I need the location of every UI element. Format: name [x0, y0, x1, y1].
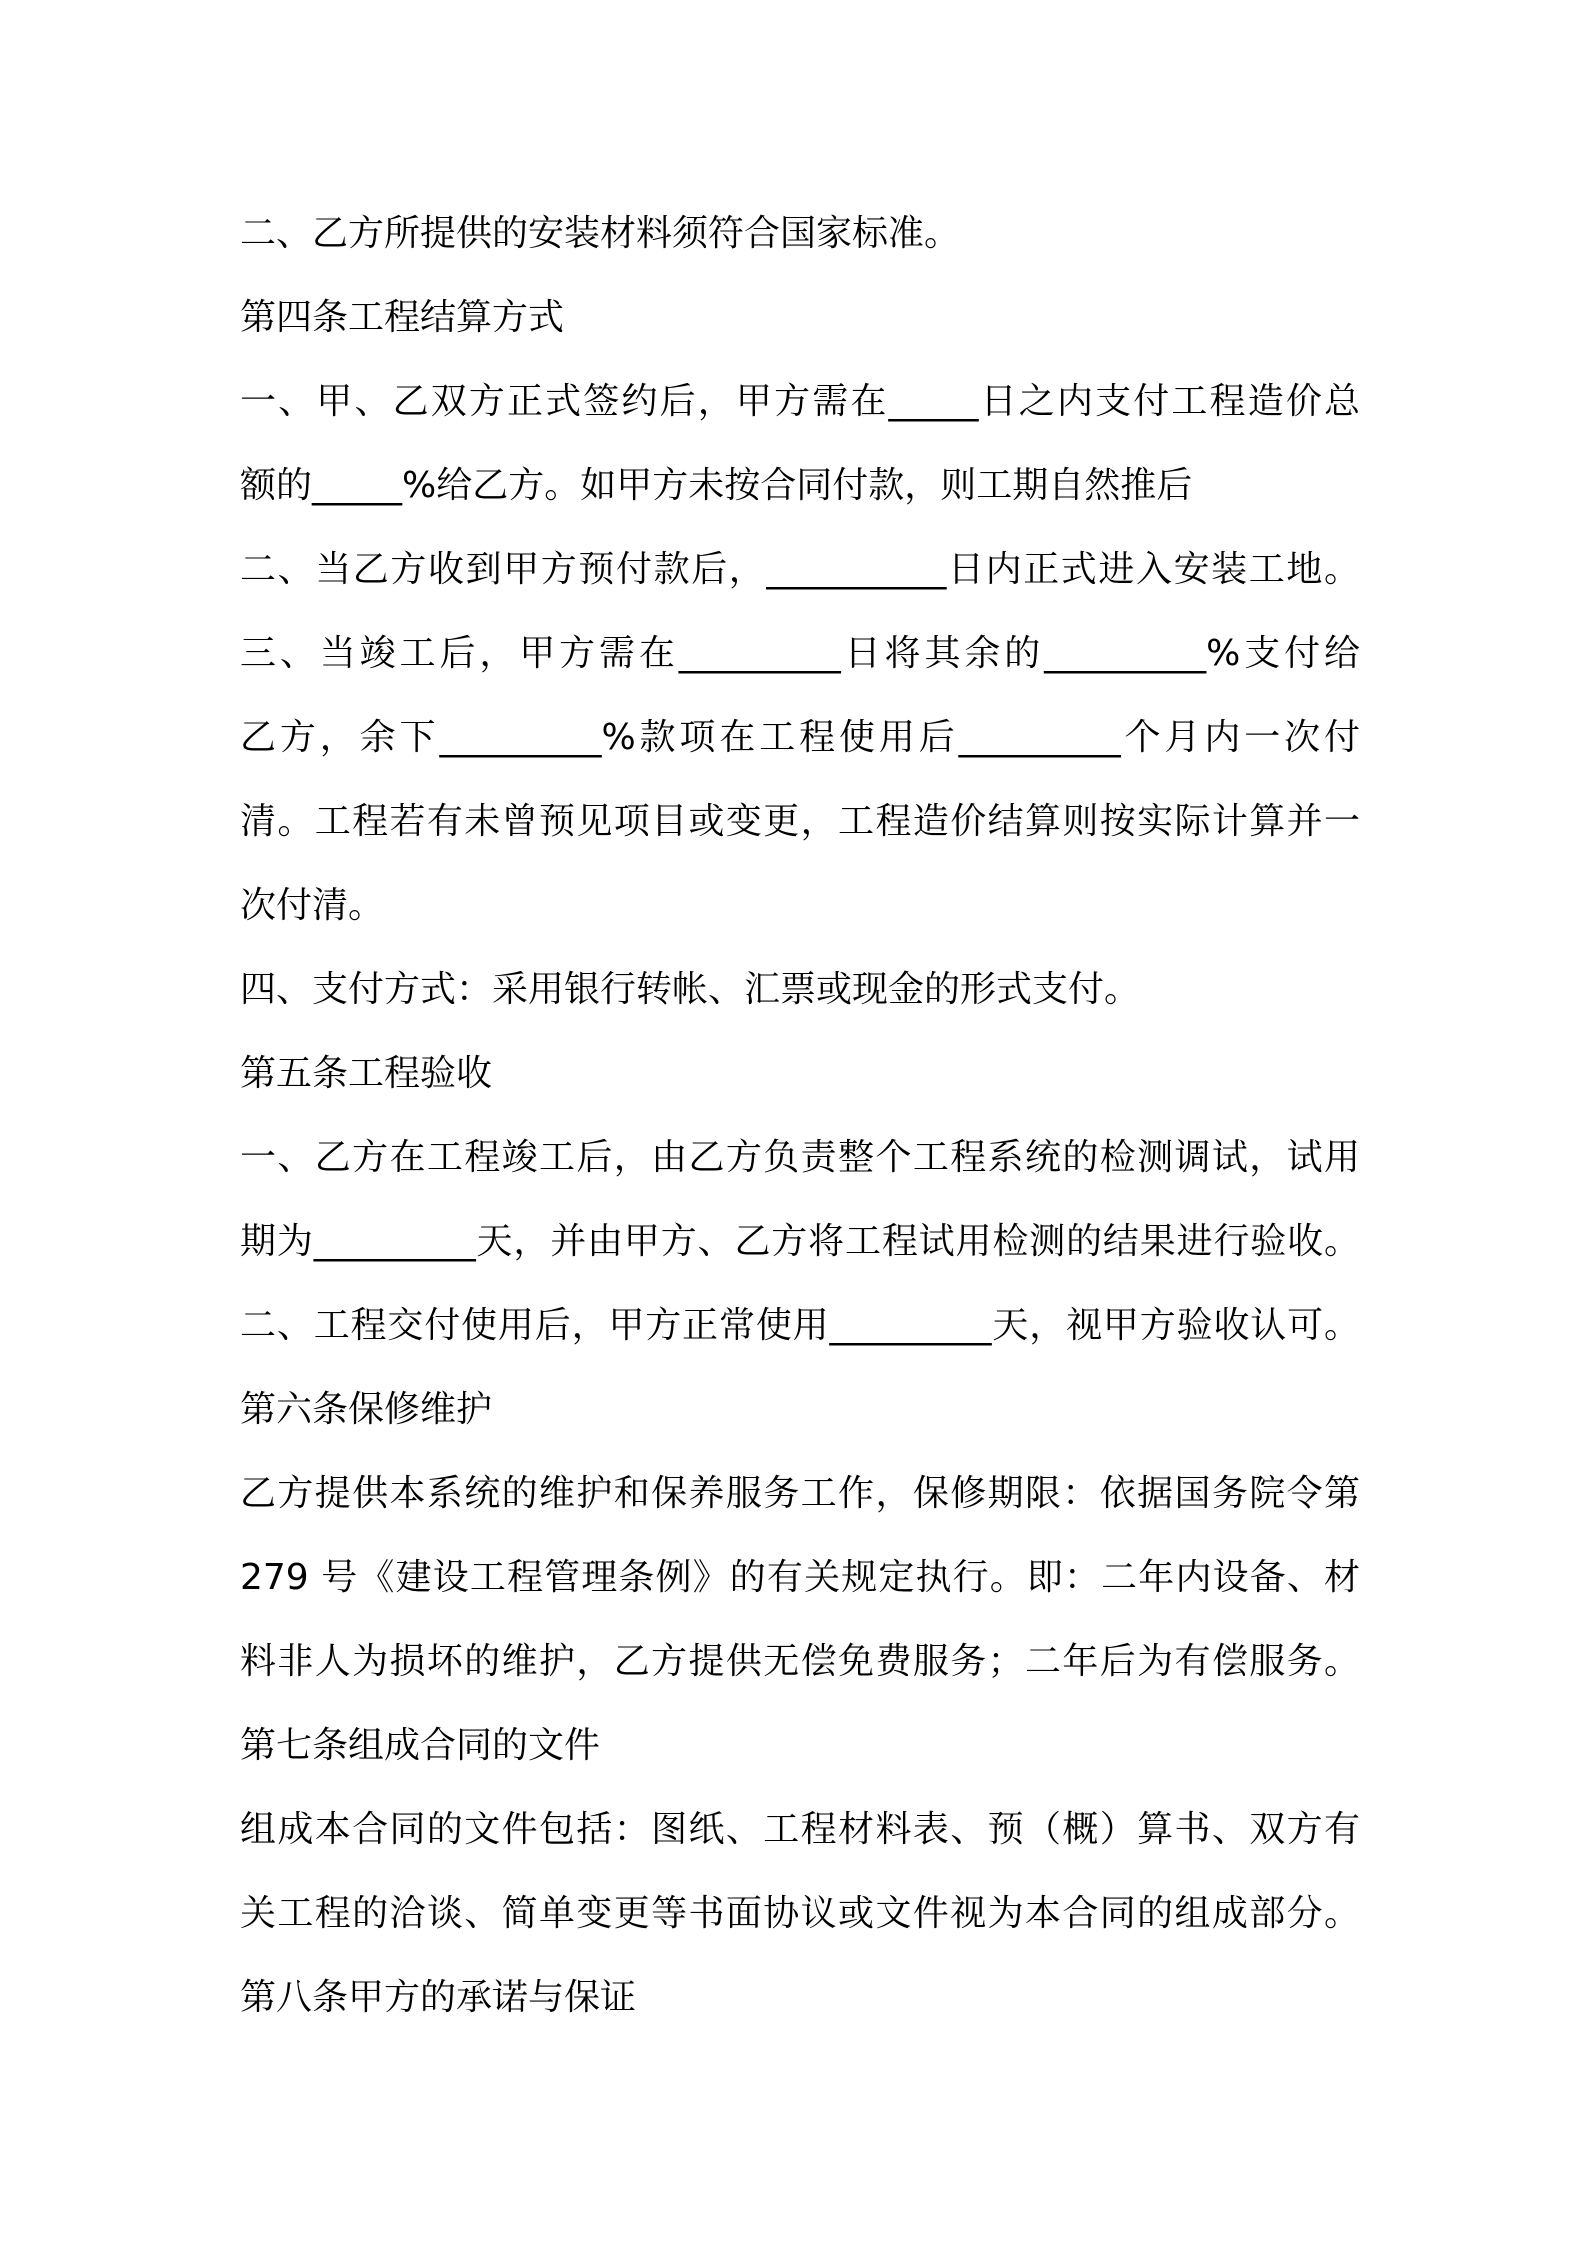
article-6-heading: 第六条保修维护 [240, 1389, 493, 1430]
article-4-item-4: 四、支付方式：采用银行转帐、汇票或现金的形式支付。 [240, 969, 1141, 1010]
article-4-item-3-line-3: 清。工程若有未曾预见项目或变更，工程造价结算则按实际计算并一 [240, 801, 1360, 842]
article-7-body-line-2: 关工程的洽谈、简单变更等书面协议或文件视为本合同的组成部分。 [240, 1893, 1360, 1934]
article-8-heading: 第八条甲方的承诺与保证 [240, 1977, 637, 2018]
article-6-body-line-2: 279 号《建设工程管理条例》的有关规定执行。即：二年内设备、材 [240, 1557, 1360, 1598]
article-7-body-line-1: 组成本合同的文件包括：图纸、工程材料表、预（概）算书、双方有 [240, 1809, 1360, 1850]
article-4-heading: 第四条工程结算方式 [240, 297, 565, 338]
clause-3-item-2: 二、乙方所提供的安装材料须符合国家标准。 [240, 213, 961, 254]
article-4-item-3-line-1: 三、当竣工后，甲方需在_________日将其余的_________%支付给 [240, 633, 1360, 674]
article-6-body-line-1: 乙方提供本系统的维护和保养服务工作，保修期限：依据国务院令第 [240, 1473, 1360, 1514]
document-body [240, 192, 1360, 2040]
article-5-item-1-line-1: 一、乙方在工程竣工后，由乙方负责整个工程系统的检测调试，试用 [240, 1137, 1360, 1178]
article-5-item-2: 二、工程交付使用后，甲方正常使用_________天，视甲方验收认可。 [240, 1305, 1360, 1346]
article-4-item-3-line-4: 次付清。 [240, 885, 385, 926]
article-7-heading: 第七条组成合同的文件 [240, 1725, 601, 1766]
article-5-heading: 第五条工程验收 [240, 1053, 493, 1094]
article-6-body-line-3: 料非人为损坏的维护，乙方提供无偿免费服务；二年后为有偿服务。 [240, 1641, 1360, 1682]
article-5-item-1-line-2: 期为_________天，并由甲方、乙方将工程试用检测的结果进行验收。 [240, 1221, 1360, 1262]
article-4-item-3-line-2: 乙方，余下_________%款项在工程使用后_________个月内一次付 [240, 717, 1360, 758]
article-4-item-2: 二、当乙方收到甲方预付款后，__________日内正式进入安装工地。 [240, 549, 1360, 590]
article-4-item-1-line-2: 额的_____%给乙方。如甲方未按合同付款，则工期自然推后 [240, 465, 1193, 506]
article-4-item-1-line-1: 一、甲、乙双方正式签约后，甲方需在_____日之内支付工程造价总 [240, 381, 1360, 422]
